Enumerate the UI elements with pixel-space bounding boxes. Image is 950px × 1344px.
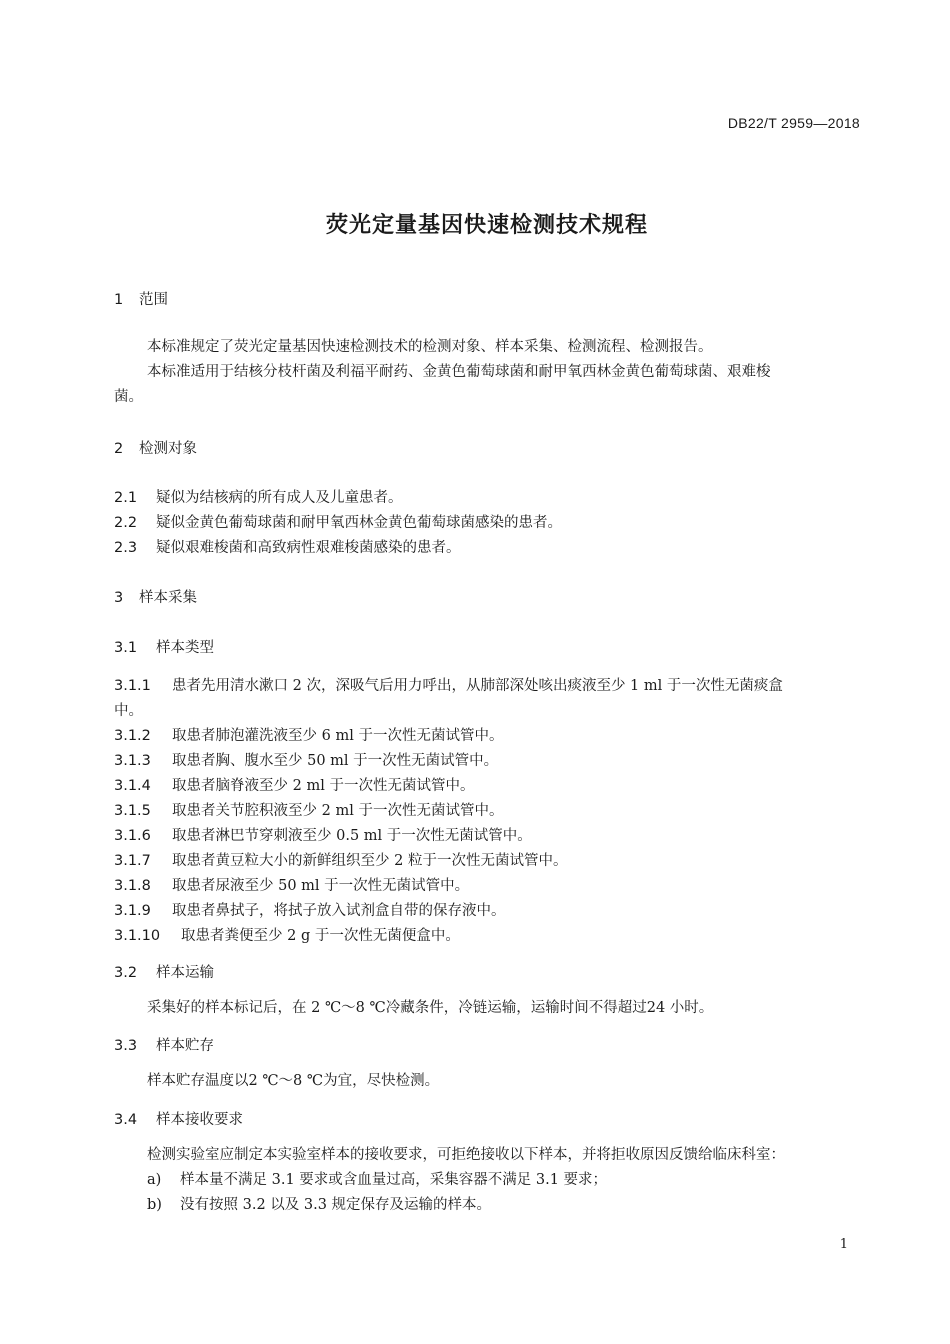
list-item	[114, 536, 461, 557]
section-1-heading	[114, 288, 168, 309]
scope-paragraph-2-line-2: 菌。	[114, 389, 143, 405]
item-text: 取患者尿液至少 50 ml 于一次性无菌试管中。	[172, 878, 470, 894]
item-number: 3.1.6	[114, 828, 151, 844]
standard-code: DB22/T 2959—2018	[727, 115, 860, 131]
list-item-continuation: 中。	[114, 703, 143, 719]
item-number: 3.1.3	[114, 753, 151, 769]
item-text: 疑似为结核病的所有成人及儿童患者。	[156, 490, 403, 506]
subsection-title: 样本接收要求	[156, 1112, 243, 1128]
item-number: 3.1.9	[114, 903, 151, 919]
item-text: 疑似金黄色葡萄球菌和耐甲氧西林金黄色葡萄球菌感染的患者。	[156, 515, 562, 531]
list-item	[114, 724, 503, 745]
list-item-text: 样本量不满足 3.1 要求或含血量过高，采集容器不满足 3.1 要求；	[180, 1172, 608, 1188]
page-number: 1	[839, 1237, 848, 1252]
scope-paragraph-1: 本标准规定了荧光定量基因快速检测技术的检测对象、样本采集、检测流程、检测报告。	[147, 339, 713, 355]
item-number: 3.1.2	[114, 728, 151, 744]
item-text: 取患者肺泡灌洗液至少 6 ml 于一次性无菌试管中。	[172, 728, 504, 744]
list-item	[114, 824, 532, 845]
section-2-heading	[114, 437, 197, 458]
list-item	[114, 774, 474, 795]
list-item	[114, 799, 503, 820]
item-text: 取患者胸、腹水至少 50 ml 于一次性无菌试管中。	[172, 753, 499, 769]
subsection-3-4-heading	[114, 1108, 243, 1129]
list-item	[114, 849, 567, 870]
transport-paragraph: 采集好的样本标记后，在 2 ℃～8 ℃冷藏条件，冷链运输，运输时间不得超过24 小时。	[147, 1000, 714, 1016]
scope-paragraph-2-line-1: 本标准适用于结核分枝杆菌及利福平耐药、金黄色葡萄球菌和耐甲氧西林金黄色葡萄球菌、艰难梭	[147, 364, 771, 380]
list-item	[114, 899, 506, 920]
item-text: 取患者淋巴节穿刺液至少 0.5 ml 于一次性无菌试管中。	[172, 828, 532, 844]
item-text: 患者先用清水漱口 2 次，深吸气后用力呼出，从肺部深处咳出痰液至少 1 ml 于一次性无菌痰盒	[172, 678, 783, 694]
section-number: 2	[114, 441, 124, 457]
acceptance-paragraph: 检测实验室应制定本实验室样本的接收要求，可拒绝接收以下样本，并将拒收原因反馈给临床科室：	[147, 1147, 785, 1163]
acceptance-list-item	[147, 1168, 607, 1193]
list-item	[114, 486, 403, 507]
item-text: 取患者黄豆粒大小的新鲜组织至少 2 粒于一次性无菌试管中。	[172, 853, 568, 869]
list-item-text: 没有按照 3.2 以及 3.3 规定保存及运输的样本。	[180, 1197, 492, 1213]
subsection-3-1-heading	[114, 636, 214, 657]
subsection-number: 3.3	[114, 1038, 138, 1054]
section-title: 范围	[139, 292, 168, 308]
list-item	[114, 874, 469, 895]
list-item	[114, 511, 562, 532]
list-item	[114, 749, 498, 770]
subsection-title: 样本贮存	[156, 1038, 214, 1054]
subsection-number: 3.2	[114, 965, 138, 981]
subsection-title: 样本运输	[156, 965, 214, 981]
subsection-title: 样本类型	[156, 640, 214, 656]
subsection-3-2-heading	[114, 961, 214, 982]
document-title: 荧光定量基因快速检测技术规程	[325, 213, 648, 238]
section-number: 3	[114, 590, 124, 606]
subsection-number: 3.1	[114, 640, 138, 656]
item-number: 3.1.1	[114, 678, 151, 694]
subsection-3-3-heading	[114, 1034, 214, 1055]
item-number: 2.3	[114, 540, 138, 556]
section-number: 1	[114, 292, 124, 308]
item-text: 取患者粪便至少 2 g 于一次性无菌便盒中。	[181, 928, 460, 944]
list-item	[114, 674, 783, 695]
item-number: 3.1.10	[114, 928, 161, 944]
item-number: 2.1	[114, 490, 138, 506]
item-number: 3.1.7	[114, 853, 151, 869]
item-number: 2.2	[114, 515, 138, 531]
section-title: 检测对象	[139, 441, 197, 457]
list-item	[114, 924, 460, 945]
item-number: 3.1.8	[114, 878, 151, 894]
acceptance-list-item	[147, 1193, 491, 1218]
section-3-heading	[114, 586, 197, 607]
subsection-number: 3.4	[114, 1112, 138, 1128]
item-text: 取患者脑脊液至少 2 ml 于一次性无菌试管中。	[172, 778, 475, 794]
item-number: 3.1.5	[114, 803, 151, 819]
storage-paragraph: 样本贮存温度以2 ℃～8 ℃为宜，尽快检测。	[147, 1073, 440, 1089]
list-marker: a)	[147, 1172, 162, 1188]
item-number: 3.1.4	[114, 778, 151, 794]
item-text: 取患者鼻拭子，将拭子放入试剂盒自带的保存液中。	[172, 903, 506, 919]
item-text: 疑似艰难梭菌和高致病性艰难梭菌感染的患者。	[156, 540, 461, 556]
section-title: 样本采集	[139, 590, 197, 606]
item-text: 取患者关节腔积液至少 2 ml 于一次性无菌试管中。	[172, 803, 504, 819]
list-marker: b)	[147, 1197, 162, 1213]
